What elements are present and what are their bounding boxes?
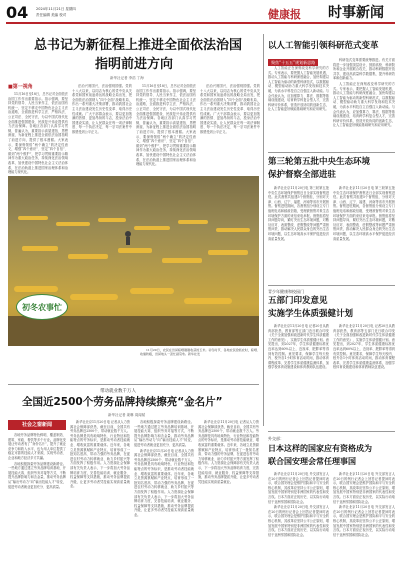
lower-kicker: 带动就业数千万人 bbox=[100, 389, 136, 394]
date-line: 2024年11月21日 星期四 bbox=[36, 7, 76, 11]
side-label: 社会之窗新闻 bbox=[21, 422, 52, 428]
right-top-label: 聚焦“十五五”规划新思路 bbox=[268, 59, 318, 66]
lower-rule bbox=[8, 384, 259, 385]
right-low-headline-line1: 五部门印发意见 bbox=[268, 296, 328, 306]
right-mid-headline-line2: 保护督察全部进驻 bbox=[268, 170, 337, 180]
masthead-rule bbox=[6, 22, 395, 24]
right-low-kicker: 青少年健康和校园门 bbox=[268, 289, 304, 294]
right-low-headline-line2: 实施学生体质强健计划 bbox=[268, 309, 354, 319]
right-rule-3 bbox=[268, 431, 395, 432]
right-bottom-col1: 新华社北京11月20日电 外交部发言人在20日的例行记者会上回答记者提问时表示，联合国安理会是维护国际和平与安全的核心机制，其改革应坚持公平公正原则，增加发展中国家特别是非洲国家的代表性和发言权。日本方面应正视历史，以实际行动取信于亚洲邻国和国际社会。 新华社北京11月20日电 外交部发言人在20日的例行记者会上回答记者提问时表示，联合国安理会是维护国际和平与安全的核心机制，其改革应坚持公平公正原则，增加发展中国家特别是非洲国家的代表性和发言权。日本方面应正视历史，以实际行动取信于亚洲邻国和国际社会。 bbox=[268, 472, 329, 537]
masthead bbox=[6, 4, 395, 30]
right-low-col2: 新华社北京11月20日电 记者20日从教育部获悉，教育部等五部门近日联合印发《关于全面加强和改进新时代学生体质健康工作的意见》，实施学生体质强健计划。意见提出，到2027年，学生体质健康标准优良率达到60%以上，近视率、肥胖率等得到有效控制。意见要求，保障学生每天校内、校外各1小时体育活动时间，推动体育课程改革，完善学生体质健康监测体系，加强学校体育设施建设和体育教师队伍建设。 bbox=[333, 324, 395, 370]
side-body: 各地劳务品牌特色鲜明，覆盖制造、建筑、家政、餐饮等多个行业。品牌化发展让劳动者有了“身份名片”，提升了就业竞争力和收入水平，也为用人单位提供了稳定可靠的技能人才来源，实现劳动者、企业和地方经济多方共赢。 各地积极探索劳务品牌建设新路径。一些地方通过建立劳务品牌培训基地、开展技能大赛、组织劳务对接等方式，不断提升品牌影响力和含金量，推动劳务品牌从“输出劳动力”向“输出技能人才”转变，促进劳动者就业更加充分、更高质量。 bbox=[8, 433, 66, 489]
right-bottom-headline-line1: 日本这样的国家应有资格成为 bbox=[268, 444, 372, 453]
photo-caption: 11月20日，农民在田间晾晒刚刚收获的玉米。初冬时节，各地农民抢抓农时，晾晒、收储秋粮，田间地头一派忙碌景象。新华社发 bbox=[140, 348, 260, 357]
right-mid-col2: 新华社北京11月20日电 第三轮第五批中央生态环境保护督察近日全部实现督察进驻。此次督察共组建5个督察组，分别对天津、山西、辽宁、福建、河南等省市开展督察。督察进驻期间，各督察组分别设立专门值班电话和邮政信箱，受理被督察对象生态环境保护方面的来信来电举报。督察组将坚持问题导向，紧盯突出生态环境问题，对敷衍应对、表面整改、虚假整改等问题严肃督察问责，推动解决人民群众身边的突出生态环境问题，以生态环境高水平保护促进经济高质量发展。 bbox=[333, 186, 395, 241]
page-number: 04 bbox=[6, 3, 29, 22]
right-mid-col1: 新华社北京11月20日电 第三轮第五批中央生态环境保护督察近日全部实现督察进驻。此次督察共组建5个督察组，分别对天津、山西、辽宁、福建、河南等省市开展督察。督察进驻期间，各督察组分别设立专门值班电话和邮政信箱，受理被督察对象生态环境保护方面的来信来电举报。督察组将坚持问题导向，紧盯突出生态环境问题，对敷衍应对、表面整改、虚假整改等问题严肃督察问责，推动解决人民群众身边的突出生态环境问题，以生态环境高水平保护促进经济高质量发展。 bbox=[268, 186, 329, 241]
right-top-col1: 人工智能正在深刻改变科学研究的方式。专家表示，要把握人工智能发展机遇，推动人工智能与科研深度融合，加快构建以人工智能为驱动的新型科研范式，以数据驱动、模型驱动助力重大科学发现和技术突破，为高水平科技自立自强注入新动能。与会代表认为，应加强算力、算法、数据等基础设施建设，培育跨学科复合型人才，完善科研评价体系，营造开放协同的创新生态，让人工智能更好赋能基础研究和应用研究。 bbox=[268, 66, 329, 112]
lead-byline: 新华社记者 李浩 丁海 bbox=[110, 76, 144, 80]
column-divider bbox=[263, 34, 264, 426]
photo-badge-text: 初冬农事忙 bbox=[22, 302, 62, 312]
right-low-col1: 新华社北京11月20日电 记者20日从教育部获悉，教育部等五部门近日联合印发《关于全面加强和改进新时代学生体质健康工作的意见》，实施学生体质强健计划。意见提出，到2027年，学生体质健康标准优良率达到60%以上，近视率、肥胖率等得到有效控制。意见要求，保障学生每天校内、校外各1小时体育活动时间，推动体育课程改革，完善学生体质健康监测体系，加强学校体育设施建设和体育教师队伍建设。 bbox=[268, 324, 329, 370]
right-bottom-col2: 新华社北京11月20日电 外交部发言人在20日的例行记者会上回答记者提问时表示，联合国安理会是维护国际和平与安全的核心机制，其改革应坚持公平公正原则，增加发展中国家特别是非洲国家的代表性和发言权。日本方面应正视历史，以实际行动取信于亚洲邻国和国际社会。 新华社北京11月20日电 外交部发言人在20日的例行记者会上回答记者提问时表示，联合国安理会是维护国际和平与安全的核心机制，其改革应坚持公平公正原则，增加发展中国家特别是非洲国家的代表性和发言权。日本方面应正视历史，以实际行动取信于亚洲邻国和国际社会。 bbox=[333, 472, 395, 537]
harvest-photo-art bbox=[8, 176, 259, 346]
right-top-col2: 科研范式变革需要统筹推进。有关方面将进一步加强顶层设计，鼓励高校、科研院所和企业开展联合攻关，推动科研数据开放共享，建设高质量科学数据集，提升科研效率和创新能力。 人工智能正在深刻改变科学研究的方式。专家表示，要把握人工智能发展机遇，推动人工智能与科研深度融合，加快构建以人工智能为驱动的新型科研范式，以数据驱动、模型驱动助力重大科学发现和技术突破，为高水平科技自立自强注入新动能。与会代表认为，应加强算力、算法、数据等基础设施建设，培育跨学科复合型人才，完善科研评价体系，营造开放协同的创新生态，让人工智能更好赋能基础研究和应用研究。 bbox=[333, 58, 395, 128]
sub-line: 责任编辑 美编 校对 bbox=[36, 13, 67, 17]
lower-col3: 新华社北京11月20日电 记者从人力资源社会保障部获悉，截至目前，全国共有劳务品牌近2500个，带动就业数千万人。劳务品牌是具有地域特色、行业特征和技能特点的劳务标识，是推动劳动者技能就业、增收致富的重要载体。近年来，各地立足资源禀赋和产业特点，培育形成了一批知名度高、带动力强的劳务品牌，在促进农村劳动力转移就业、助力乡村振兴等方面发挥了积极作用。人力资源社会保障部有关负责人表示，下一步将加大劳务品牌培育力度，完善技能培训、就业服务、权益保障等支持措施，推动劳务品牌提质升级，让更多劳动者凭技能实现高质量就业。 bbox=[198, 420, 259, 484]
section-title: 时事新闻 bbox=[328, 5, 384, 21]
lead-headline-line2: 指明前进方向 bbox=[95, 57, 174, 72]
photo-badge bbox=[16, 294, 68, 320]
right-bottom-headline-line2: 联合国安理会常任理事国 bbox=[268, 457, 356, 466]
harvest-photo bbox=[8, 176, 259, 346]
lower-byline: 新华社记者 姜琳 周闻韬 bbox=[108, 413, 146, 417]
lead-body-col4: 法治兴则国兴，法治强则国强。党的十八大以来，以同志为核心的党中央从关系党和国家前途命运的战略全局出发，把全面依法治国纳入“四个全面”战略布局，作出一系列重大决策部署，推动我国社会主义法治建设发生历史性变革、取得历史性成就。广大干部群众表示，要以更加饱满的热情、更加昂扬的斗志，投身法治中国建设实践，让人民群众在每一项法律制度、每一个执法决定、每一宗司法案件中都感受到公平正义。 bbox=[200, 84, 260, 134]
lead-body-col1: 11月16日至18日，总书记对全面依法治国工作作出重要指示。指示强调，要坚持党的领导、人民当家作主、依法治国有机统一，坚定不移走中国特色社会主义法治道路，全面推进科学立法、严格执法、公正司法、全民守法，为以中国式现代化全面推进强国建设、民族复兴伟业提供有力法治保障。各地区各部门认真学习贯彻，普遍认为，重要指示高屋建瓴、思想深邃，为新征程上推进全面依法治国指明了前进方向，提供了根本遵循。大家表示，要深刻领悟“两个确立”的决定性意义，增强“四个意识”、坚定“四个自信”、做到“两个维护”，把学习贯彻重要指示精神作为重大政治任务，持续深化法治领域改革，加快建设中国特色社会主义法治体系，在法治轨道上推进国家治理体系和治理能力现代化。 bbox=[8, 92, 68, 175]
right-top-headline: 以人工智能引领科研范式变革 bbox=[268, 41, 379, 51]
lead-headline-line1: 总书记为新征程上推进全面依法治国 bbox=[34, 38, 243, 53]
lead-subhead: ■第一视角 bbox=[8, 84, 33, 90]
lower-col2: 各地积极探索劳务品牌建设新路径。一些地方通过建立劳务品牌培训基地、开展技能大赛、组织劳务对接等方式，不断提升品牌影响力和含金量，推动劳务品牌从“输出劳动力”向“输出技能人才”转变，促进劳动者就业更加充分、更高质量。 新华社北京11月20日电 记者从人力资源社会保障部获悉，截至目前，全国共有劳务品牌近2500个，带动就业数千万人。劳务品牌是具有地域特色、行业特征和技能特点的劳务标识，是推动劳动者技能就业、增收致富的重要载体。近年来，各地立足资源禀赋和产业特点，培育形成了一批知名度高、带动力强的劳务品牌，在促进农村劳动力转移就业、助力乡村振兴等方面发挥了积极作用。人力资源社会保障部有关负责人表示，下一步将加大劳务品牌培育力度，完善技能培训、就业服务、权益保障等支持措施，推动劳务品牌提质升级，让更多劳动者凭技能实现高质量就业。 bbox=[134, 420, 194, 517]
side-label-box bbox=[8, 420, 66, 430]
right-rule-2 bbox=[268, 285, 395, 286]
lower-col1: 新华社北京11月20日电 记者从人力资源社会保障部获悉，截至目前，全国共有劳务品牌近2500个，带动就业数千万人。劳务品牌是具有地域特色、行业特征和技能特点的劳务标识，是推动劳动者技能就业、增收致富的重要载体。近年来，各地立足资源禀赋和产业特点，培育形成了一批知名度高、带动力强的劳务品牌，在促进农村劳动力转移就业、助力乡村振兴等方面发挥了积极作用。人力资源社会保障部有关负责人表示，下一步将加大劳务品牌培育力度，完善技能培训、就业服务、权益保障等支持措施，推动劳务品牌提质升级，让更多劳动者凭技能实现高质量就业。 bbox=[70, 420, 130, 489]
lead-body-col3: 11月16日至18日，总书记对全面依法治国工作作出重要指示。指示强调，要坚持党的领导、人民当家作主、依法治国有机统一，坚定不移走中国特色社会主义法治道路，全面推进科学立法、严格执法、公正司法、全民守法，为以中国式现代化全面推进强国建设、民族复兴伟业提供有力法治保障。各地区各部门认真学习贯彻，普遍认为，重要指示高屋建瓴、思想深邃，为新征程上推进全面依法治国指明了前进方向，提供了根本遵循。大家表示，要深刻领悟“两个确立”的决定性意义，增强“四个意识”、坚定“四个自信”、做到“两个维护”，把学习贯彻重要指示精神作为重大政治任务，持续深化法治领域改革，加快建设中国特色社会主义法治体系，在法治轨道上推进国家治理体系和治理能力现代化。 bbox=[136, 84, 196, 167]
paper-name: 健康报 bbox=[268, 8, 301, 21]
right-rule-1 bbox=[268, 152, 395, 153]
lower-headline: 全国近2500个劳务品牌持续擦亮“金名片” bbox=[22, 396, 223, 408]
right-bottom-kicker: 外交部： bbox=[268, 436, 284, 441]
lead-body-col2: 法治兴则国兴，法治强则国强。党的十八大以来，以同志为核心的党中央从关系党和国家前途命运的战略全局出发，把全面依法治国纳入“四个全面”战略布局，作出一系列重大决策部署，推动我国社会主义法治建设发生历史性变革、取得历史性成就。广大干部群众表示，要以更加饱满的热情、更加昂扬的斗志，投身法治中国建设实践，让人民群众在每一项法律制度、每一个执法决定、每一宗司法案件中都感受到公平正义。 bbox=[72, 84, 132, 134]
right-mid-headline-line1: 第三轮第五批中央生态环境 bbox=[268, 157, 371, 167]
